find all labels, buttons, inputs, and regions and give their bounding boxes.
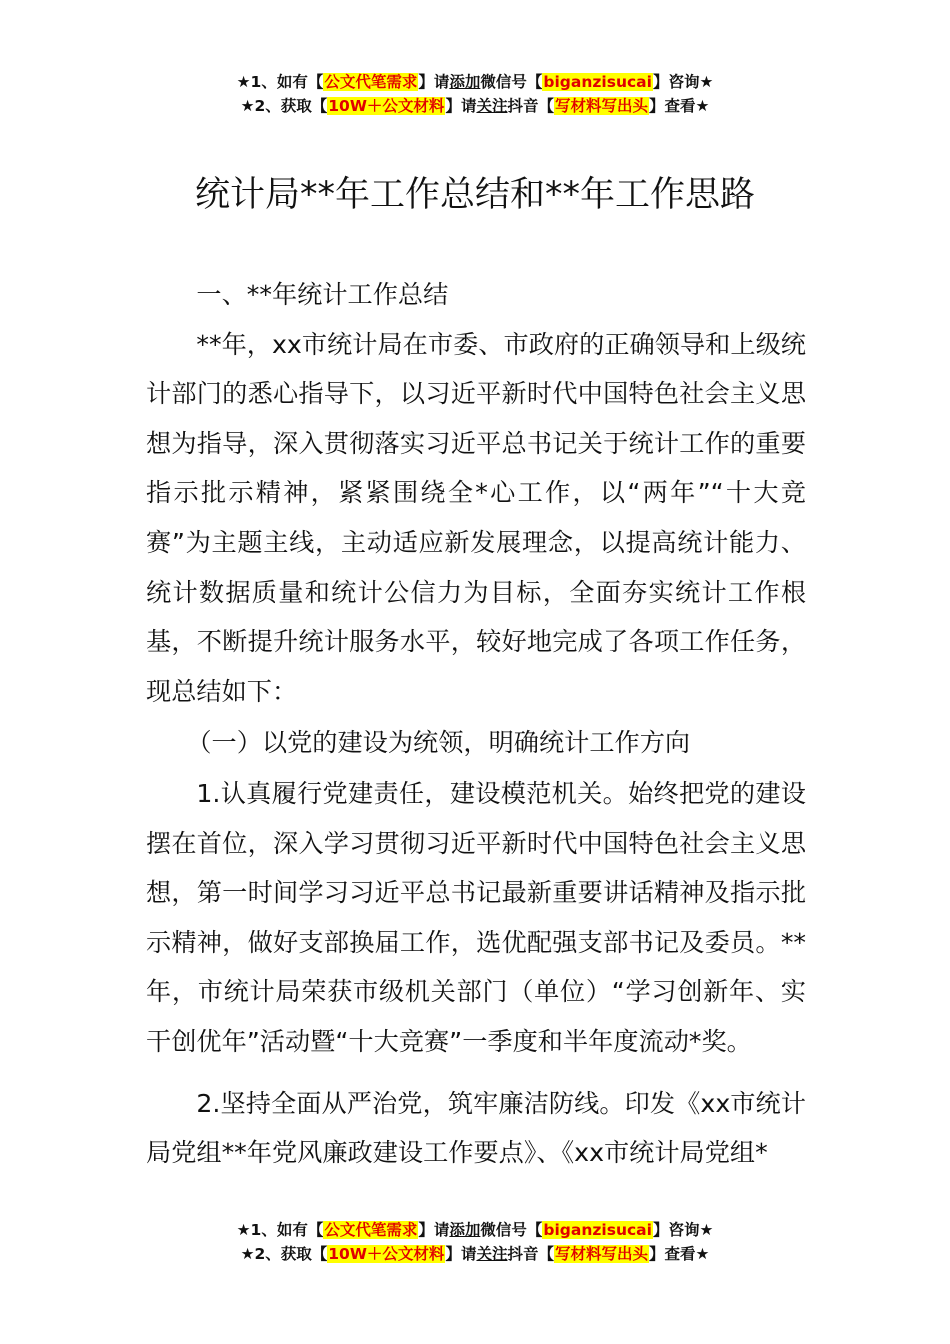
banner-text: ★1、如有【 xyxy=(236,1221,324,1239)
paragraph-intro: **年，xx市统计局在市委、市政府的正确领导和上级统计部门的悉心指导下，以习近平新时代中国特色社会主义思想为指导，深入贯彻落实习近平总书记关于统计工作的重要指示批示精神，紧紧围绕全*心工作，以“两年”“十大竞赛”为主题主线，主动适应新发展理念，以提高统计能力、统计数据质量和统计公信力为目标，全面夯实统计工作根基，不断提升统计服务水平，较好地完成了各项工作任务，现总结如下： xyxy=(146,329,806,706)
banner-highlight: biganzisucai xyxy=(543,1221,652,1239)
banner-underline: 添加 xyxy=(449,73,481,91)
heading-level-1: 一、**年统计工作总结 xyxy=(196,280,449,309)
banner-highlight: 公文代笔需求 xyxy=(324,73,418,91)
banner-text: 】查看★ xyxy=(649,1245,710,1263)
banner-line-2 xyxy=(0,94,950,118)
banner-text: 】咨询★ xyxy=(652,73,714,91)
banner-text: 】咨询★ xyxy=(652,1221,714,1239)
banner-highlight: 公文代笔需求 xyxy=(324,1221,418,1239)
banner-line-1 xyxy=(0,1218,950,1242)
banner-text: 抖音【 xyxy=(507,97,554,115)
banner-highlight: 写材料写出头 xyxy=(554,1245,648,1263)
banner-text: 】请 xyxy=(418,73,450,91)
document-title: 统计局**年工作总结和**年工作思路 xyxy=(194,175,755,215)
banner-text: 抖音【 xyxy=(507,1245,554,1263)
banner-text: ★1、如有【 xyxy=(236,73,324,91)
banner-text: 】请 xyxy=(445,97,477,115)
banner-text: ★2、获取【 xyxy=(240,97,328,115)
section-heading: （一）以党的建设为统领，明确统计工作方向 xyxy=(186,728,691,758)
paragraph-2: 2.坚持全面从严治党，筑牢廉洁防线。印发《xx市统计局党组**年党风廉政建设工作要点》、《xx市统计局党组* xyxy=(146,1088,806,1168)
banner-text: 微信号【 xyxy=(480,1221,543,1239)
banner-highlight: 10W＋公文材料 xyxy=(328,97,445,115)
banner-text: ★2、获取【 xyxy=(240,1245,328,1263)
banner-text: 微信号【 xyxy=(480,73,543,91)
banner-text: 】请 xyxy=(445,1245,477,1263)
banner-highlight: 10W＋公文材料 xyxy=(328,1245,445,1263)
banner-line-2 xyxy=(0,1242,950,1266)
document-body xyxy=(146,270,806,1178)
banner-text: 】查看★ xyxy=(649,97,710,115)
top-banner xyxy=(0,70,950,118)
bottom-banner xyxy=(0,1218,950,1266)
banner-underline: 关注 xyxy=(476,1245,508,1263)
paragraph-1: 1.认真履行党建责任，建设模范机关。始终把党的建设摆在首位，深入学习贯彻习近平新时代中国特色社会主义思想，第一时间学习习近平总书记最新重要讲话精神及指示批示精神，做好支部换届工作，选优配强支部书记及委员。**年，市统计局荣获市级机关部门（单位）“学习创新年、实干创优年”活动暨“十大竞赛”一季度和半年度流动*奖。 xyxy=(146,778,806,1056)
banner-highlight: biganzisucai xyxy=(543,73,652,91)
banner-highlight: 写材料写出头 xyxy=(554,97,648,115)
banner-text: 】请 xyxy=(418,1221,450,1239)
banner-line-1 xyxy=(0,70,950,94)
banner-underline: 关注 xyxy=(476,97,508,115)
banner-underline: 添加 xyxy=(449,1221,481,1239)
